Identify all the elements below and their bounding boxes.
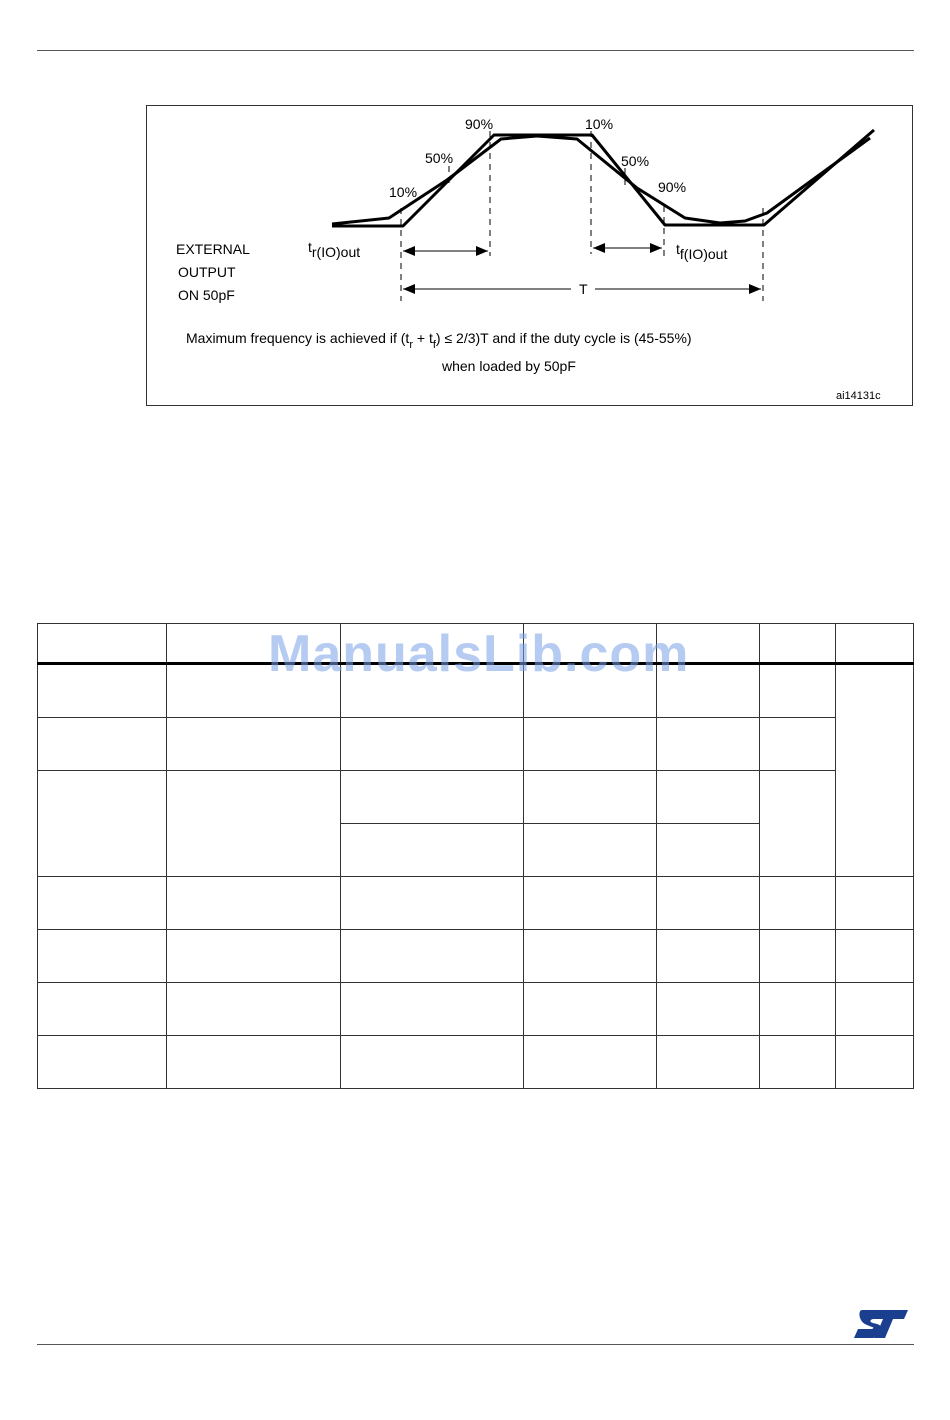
fall-time-label: tf(IO)out <box>676 241 728 262</box>
rise-time-arrow <box>403 246 488 256</box>
table-cell <box>836 983 914 1036</box>
table-cell <box>836 930 914 983</box>
external-label-line2: OUTPUT <box>178 264 236 280</box>
table-row <box>38 983 914 1036</box>
table-cell <box>836 1036 914 1089</box>
st-logo-icon <box>852 1308 910 1340</box>
table-cell <box>341 877 524 930</box>
table-cell <box>341 718 524 771</box>
table-cell <box>657 718 760 771</box>
caption-line1: Maximum frequency is achieved if $(t_r + t_f) \le 2/3)T$ and if the duty cycle is (45-55%) <box>186 330 692 351</box>
caption-line2: when loaded by 50pF <box>442 358 576 374</box>
table-cell <box>657 877 760 930</box>
table-cell <box>38 664 167 718</box>
table-cell <box>38 771 167 877</box>
label-fall-90: 90% <box>658 179 687 195</box>
table-cell <box>38 983 167 1036</box>
table-cell <box>657 824 760 877</box>
table-cell <box>524 877 657 930</box>
table-cell <box>760 624 836 664</box>
table-cell <box>760 664 836 718</box>
table-row <box>38 771 914 824</box>
table-cell <box>760 771 836 877</box>
table-cell <box>524 930 657 983</box>
table-cell <box>657 983 760 1036</box>
table-cell <box>524 664 657 718</box>
label-fall-10: 10% <box>585 116 614 132</box>
table-cell <box>524 824 657 877</box>
table-cell <box>167 624 341 664</box>
table-cell <box>836 664 914 877</box>
table-cell <box>524 983 657 1036</box>
table-cell <box>760 1036 836 1089</box>
footer-rule <box>37 1344 914 1345</box>
table-cell <box>341 930 524 983</box>
table-cell <box>341 624 524 664</box>
table-row <box>38 1036 914 1089</box>
external-label-line1: EXTERNAL <box>176 241 250 257</box>
table-cell <box>760 877 836 930</box>
table-cell <box>836 624 914 664</box>
timing-diagram <box>147 106 914 407</box>
table-cell <box>167 930 341 983</box>
table-cell <box>341 771 524 824</box>
table-cell <box>524 1036 657 1089</box>
table-cell <box>38 624 167 664</box>
table-cell <box>167 718 341 771</box>
spec-table <box>37 623 914 1089</box>
label-rise-50: 50% <box>425 150 454 166</box>
table-cell <box>657 930 760 983</box>
rise-time-label: tr(IO)out <box>308 239 361 260</box>
table-cell <box>524 771 657 824</box>
table-cell <box>38 718 167 771</box>
figure-id: ai14131c <box>836 390 881 402</box>
table-cell <box>657 1036 760 1089</box>
table-cell <box>341 824 524 877</box>
watermark: ManualsLib.com <box>268 625 690 683</box>
table-cell <box>38 1036 167 1089</box>
table-cell <box>657 624 760 664</box>
table-cell <box>167 771 341 877</box>
table-cell <box>167 1036 341 1089</box>
table-cell <box>38 877 167 930</box>
table-row <box>38 877 914 930</box>
table-row <box>38 718 914 771</box>
table-cell <box>524 624 657 664</box>
real-waveform <box>332 136 870 224</box>
table-cell <box>38 930 167 983</box>
header-rule <box>37 50 914 51</box>
period-label: T <box>579 281 588 297</box>
table-cell <box>836 877 914 930</box>
ideal-waveform <box>332 130 874 226</box>
table-cell <box>524 718 657 771</box>
table-cell <box>760 983 836 1036</box>
timing-diagram-figure <box>146 105 913 406</box>
table-cell <box>760 930 836 983</box>
table-cell <box>167 877 341 930</box>
table-row <box>38 930 914 983</box>
label-fall-50: 50% <box>621 153 650 169</box>
external-label-line3: ON 50pF <box>178 287 235 303</box>
fall-time-arrow <box>593 243 662 253</box>
table-row <box>38 664 914 718</box>
table-cell <box>760 718 836 771</box>
label-rise-10: 10% <box>389 184 418 200</box>
table-cell <box>341 664 524 718</box>
table-cell <box>657 771 760 824</box>
table-cell <box>341 1036 524 1089</box>
table-header-row <box>38 624 914 664</box>
table-cell <box>657 664 760 718</box>
label-rise-90: 90% <box>465 116 494 132</box>
table-cell <box>167 664 341 718</box>
table-cell <box>341 983 524 1036</box>
table-cell <box>167 983 341 1036</box>
